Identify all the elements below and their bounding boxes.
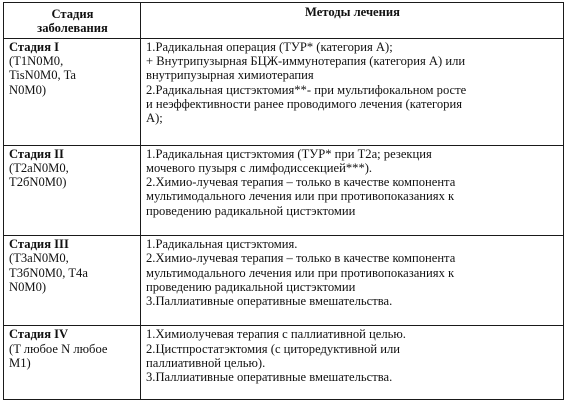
table-row: [4, 39, 564, 146]
method-line: А);: [146, 111, 163, 126]
header-stage-line1: Стадия: [51, 6, 94, 21]
method-line: мультимодального лечения или при противопоказаниях к: [146, 189, 455, 204]
methods-cell: [141, 145, 564, 235]
header-stage-line2: заболевания: [37, 21, 108, 35]
method-line: 2.Радикальная цистэктомия**- при мультифокальном росте: [146, 82, 467, 97]
stage-classification-line: (T1N0M0,: [9, 54, 64, 69]
method-line: паллиативной целью).: [146, 355, 266, 370]
stage-cell: [4, 145, 141, 235]
header-stage-cell: [4, 3, 141, 39]
method-line: мультимодального лечения или при противопоказаниях к: [146, 265, 455, 280]
stage-classification-line: N0M0): [9, 82, 47, 97]
method-line: мочевого пузыря с лимфодиссекцией***).: [146, 161, 373, 176]
treatment-table: [3, 2, 564, 400]
stage-classification-line: T2бN0M0): [9, 175, 67, 190]
header-methods-cell: Методы лечения: [141, 3, 564, 39]
method-line: 3.Паллиативные оперативные вмешательства.: [146, 369, 393, 384]
stage-cell: [4, 236, 141, 326]
stage-name: Стадия IV: [9, 327, 69, 342]
table-body: [4, 39, 564, 400]
stage-classification-line: (T3aN0M0,: [9, 251, 69, 266]
method-line: 1.Химиолучевая терапия с паллиативной целью.: [146, 327, 406, 342]
stage-classification-line: M1): [9, 355, 31, 370]
table-row: [4, 326, 564, 400]
stage-classification-line: N0M0): [9, 279, 47, 294]
stage-classification-line: (T2aN0M0,: [9, 161, 69, 176]
table-header-row: [4, 3, 564, 39]
method-line: внутрипузырная химиотерапия: [146, 68, 314, 83]
stage-cell: [4, 326, 141, 400]
method-line: 1.Радикальная цистэктомия.: [146, 237, 298, 252]
method-line: 2.Химио-лучевая терапия – только в качестве компонента: [146, 251, 456, 266]
stage-classification-line: T3бN0M0, T4a: [9, 265, 88, 280]
method-line: проведению радикальной цистэктомии: [146, 279, 356, 294]
method-line: 2.Химио-лучевая терапия – только в качестве компонента: [146, 175, 456, 190]
stage-cell: [4, 39, 141, 146]
table-row: [4, 236, 564, 326]
method-line: и неэффективности ранее проводимого лечения (категория: [146, 96, 463, 111]
stage-name: Стадия I: [9, 40, 60, 54]
method-line: + Внутрипузырная БЦЖ-иммунотерапия (категория А) или: [146, 54, 466, 69]
method-line: 2.Цистпростатэктомия (с циторедуктивной или: [146, 341, 401, 356]
method-line: проведению радикальной цистэктомии: [146, 203, 356, 218]
stage-classification-line: TisN0M0, Ta: [9, 68, 77, 83]
stage-name: Стадия II: [9, 146, 64, 161]
table-row: [4, 145, 564, 235]
methods-cell: [141, 39, 564, 146]
method-line: 1.Радикальная цистэктомия (ТУР* при Т2а; резекция: [146, 146, 432, 161]
methods-cell: [141, 236, 564, 326]
stage-name: Стадия III: [9, 237, 69, 252]
methods-cell: [141, 326, 564, 400]
method-line: 1.Радикальная операция (ТУР* (категория А);: [146, 40, 393, 54]
stage-classification-line: (T любое N любое: [9, 341, 108, 356]
method-line: 3.Паллиативные оперативные вмешательства.: [146, 293, 393, 308]
